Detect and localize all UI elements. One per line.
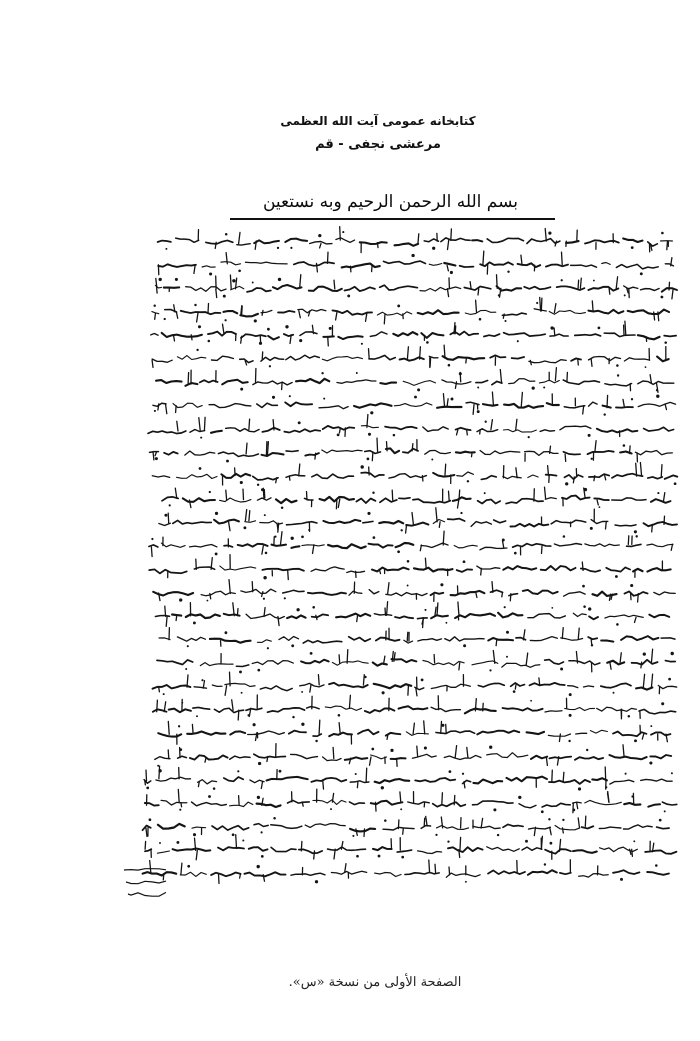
- script-line: [158, 720, 670, 744]
- script-line: [148, 415, 674, 439]
- script-line: [155, 602, 669, 628]
- script-line: [156, 368, 674, 393]
- script-line: [155, 744, 671, 767]
- margin-note: [126, 881, 166, 884]
- script-line: [159, 628, 675, 650]
- script-line: [145, 789, 677, 813]
- script-line: [158, 227, 673, 253]
- script-line: [150, 438, 673, 462]
- margin-note: [124, 869, 166, 870]
- script-line: [155, 275, 677, 299]
- script-line: [162, 487, 671, 509]
- script-line: [152, 345, 669, 368]
- page-caption: الصفحة الأولى من نسخة «س».: [288, 975, 462, 990]
- script-line: [159, 508, 677, 534]
- script-line: [152, 463, 677, 487]
- script-line: [152, 297, 669, 323]
- script-line: [149, 531, 673, 556]
- script-line: [143, 860, 669, 884]
- handwritten-text-lines: [118, 180, 698, 910]
- stamp-line-1: كتابخانه عمومى آيت الله العظمى: [280, 114, 476, 128]
- script-line: [158, 251, 673, 275]
- script-line: [153, 580, 675, 602]
- script-line: [144, 766, 673, 791]
- script-line: [153, 672, 677, 696]
- manuscript-page-image: [118, 180, 698, 910]
- script-line: [153, 392, 676, 416]
- library-stamp: [248, 112, 508, 164]
- stamp-line-2: مرعشى نجفى - قم: [315, 137, 441, 152]
- script-line: [157, 649, 675, 673]
- script-line: [149, 555, 671, 580]
- manuscript-opening-line: بسم الله الرحمن الرحيم وبه نستعين: [262, 192, 518, 212]
- margin-note: [128, 892, 166, 896]
- script-line: [151, 321, 676, 346]
- script-line: [143, 816, 670, 837]
- script-line: [145, 835, 676, 860]
- script-line: [153, 695, 676, 720]
